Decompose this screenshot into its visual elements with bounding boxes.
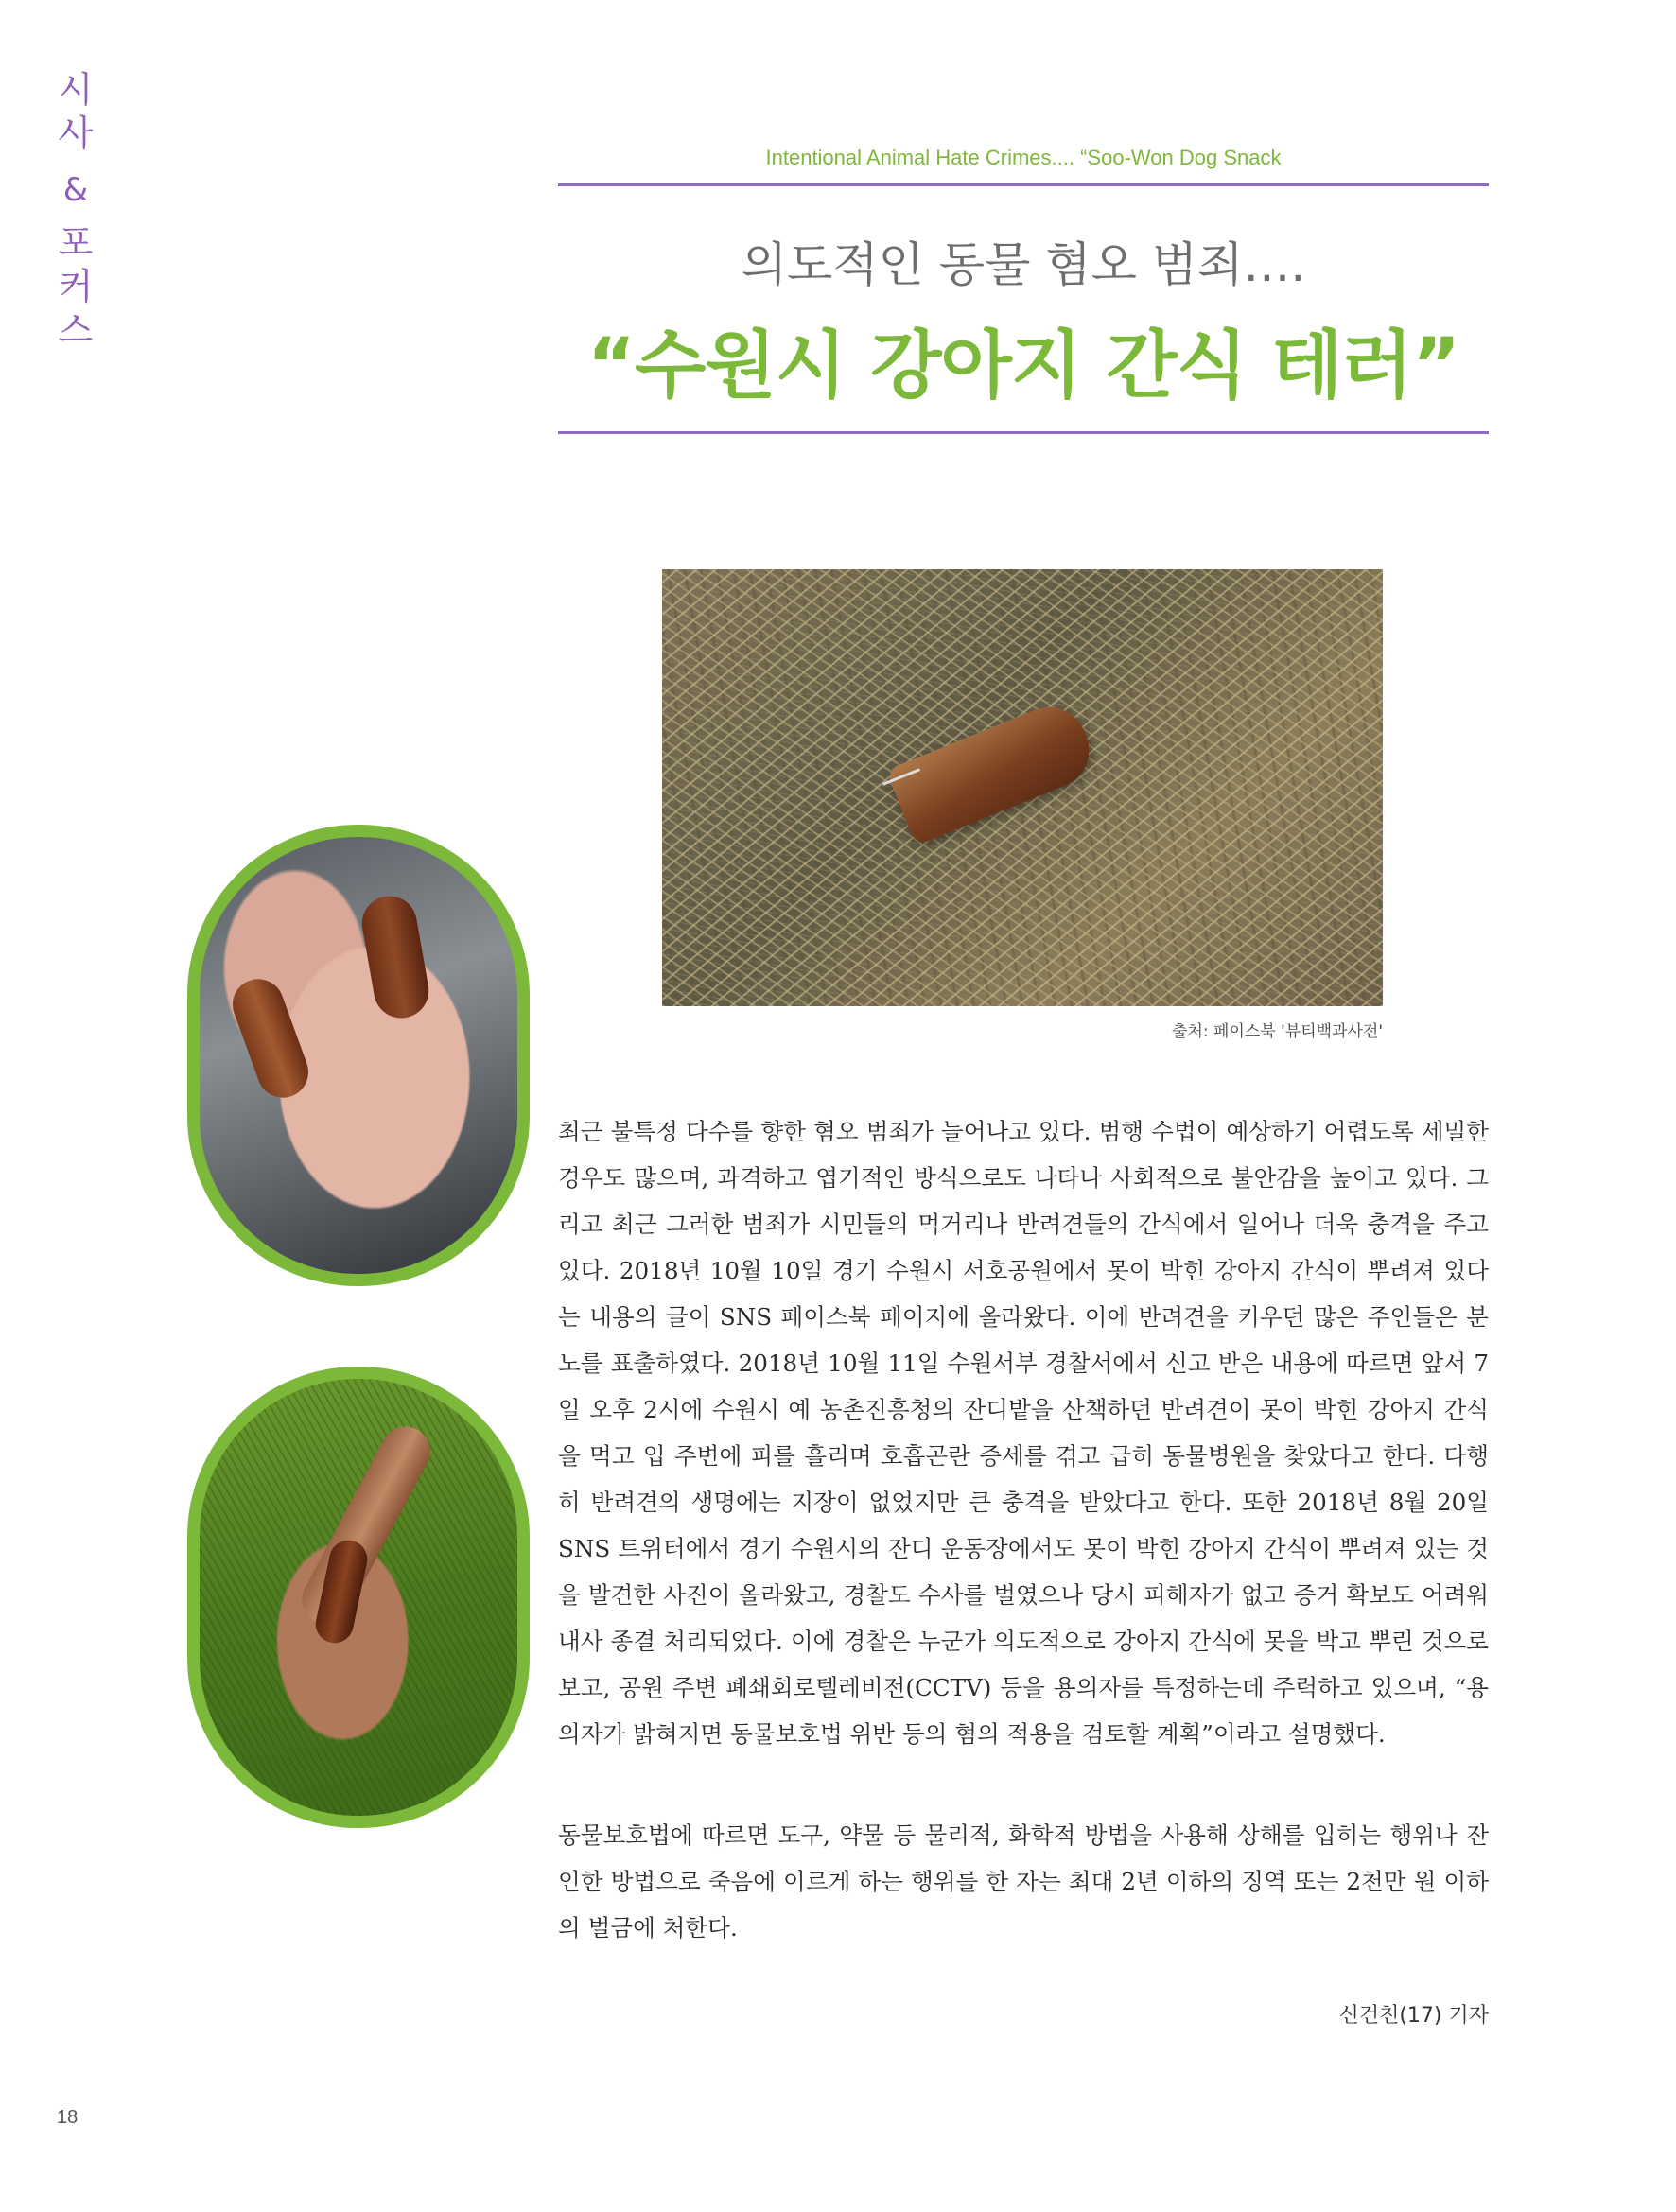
- oval-photo-snack-held-over-grass: [187, 1367, 530, 1828]
- photo-caption: 출처: 페이스북 '뷰티백과사전': [1172, 1022, 1383, 1041]
- section-char: 사: [58, 113, 94, 154]
- oval-photo-snacks-in-hand: [187, 825, 530, 1286]
- main-photo-snack-on-grass: [662, 569, 1383, 1006]
- snack-pellet-shape: [225, 972, 315, 1106]
- section-label: [47, 68, 104, 352]
- article-paragraph-2: 동물보호법에 따르면 도구, 약물 등 물리적, 화학적 방법을 사용해 상해를 입히는 행위나 잔인한 방법으로 죽음에 이르게 하는 행위를 한 자는 최대 2년 이하의 징역 또는 2천만 원 이하의 벌금에 처한다.: [558, 1821, 1489, 1942]
- headline-line-1: 의도적인 동물 혐오 범죄….: [741, 237, 1306, 292]
- section-char: &: [62, 171, 89, 209]
- section-char: 시: [58, 69, 94, 111]
- headline-line-2: “수원시 강아지 간식 테러”: [586, 323, 1460, 409]
- section-char: 커: [58, 266, 94, 307]
- english-subtitle: Intentional Animal Hate Crimes.... “Soo-Won Dog Snack: [765, 146, 1282, 169]
- finger-shape: [293, 1418, 439, 1632]
- page-number: 18: [57, 2107, 79, 2128]
- section-char: 스: [58, 309, 94, 351]
- article-paragraph-1: 최근 불특정 다수를 향한 혐오 범죄가 늘어나고 있다. 범행 수법이 예상하기 어렵도록 세밀한 경우도 많으며, 과격하고 엽기적인 방식으로도 나타나 사회적으로 불안감을 높이고 있다. 그리고 최근 그러한 범죄가 시민들의 먹거리나 반려견들의 간식에서 일어나 더욱 충격을 주고 있다. 2018년 10월 10일 경기 수원시 서호공원에서 못이 박힌 강아지 간식이 뿌려져 있다는 내용의 글이 SNS 페이스북 페이지에 올라왔다. 이에 반려견을 키우던 많은 주인들은 분노를 표출하였다. 2018년 10월 11일 수원서부 경찰서에서 신고 받은 내용에 따르면 앞서 7일 오후 2시에 수원시 예 농촌진흥청의 잔디밭을 산책하던 반려견이 못이 박힌 강아지 간식을 먹고 입 주변에 피를 흘리며 호흡곤란 증세를 겪고 급히 동물병원을 찾았다고 한다. 다행히 반려견의 생명에는 지장이 없었지만 큰 충격을 받았다고 한다. 또한 2018년 8월 20일 SNS 트위터에서 경기 수원시의 잔디 운동장에서도 못이 박힌 강아지 간식이 뿌려져 있는 것을 발견한 사진이 올라왔고, 경찰도 수사를 벌였으나 당시 피해자가 없고 증거 확보도 어려워 내사 종결 처리되었다. 이에 경찰은 누군가 의도적으로 강아지 간식에 못을 박고 뿌린 것으로 보고, 공원 주변 폐쇄회로텔레비전(CCTV) 등을 용의자를 특정하는데 주력하고 있으며, “용의자가 밝혀지면 동물보호법 위반 등의 혐의 적용을 검토할 계획”이라고 설명했다.: [558, 1118, 1489, 1748]
- title-divider-bottom: [558, 431, 1489, 434]
- title-divider-top: [558, 183, 1489, 186]
- byline: 신건친(17) 기자: [1338, 2004, 1489, 2028]
- snack-pellet-shape: [358, 892, 433, 1022]
- section-char: 포: [58, 222, 94, 264]
